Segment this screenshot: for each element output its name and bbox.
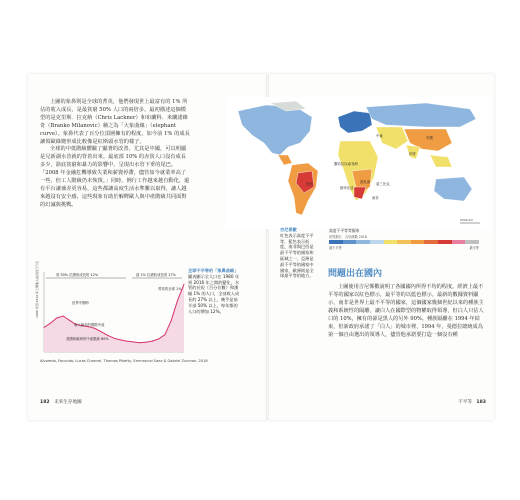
curve-point xyxy=(184,284,185,285)
curve-point xyxy=(145,342,146,343)
left-paragraph-1: 上圖的象鼻則是全球的菁英，他們發現世上最富有的 1% 所佔的收入成長，是最貧窮 50% 人口的兩倍多。最初描述這個模型的是克里斯．拉克納（Chris Lackner）和布蘭科．米蘭諾維奇（Branko Milanovic）稱之為「大象曲線」（elephant curve）。象鼻代表了百分位頂層擁有的程度，如今前 1% 的成長讓領歐綠變形成比較像是紅斯頭水管的樣子。 xyxy=(40,99,190,145)
annotation-china: 世界中國時 xyxy=(72,301,89,305)
label-namibia: 納米比亞 xyxy=(340,186,354,190)
label-sub-saharan: 撒哈拉以南非洲 xyxy=(334,162,358,166)
section-heading: 問題出在國內 xyxy=(328,269,383,279)
label-india: 印度 xyxy=(409,152,416,156)
curve-point xyxy=(158,339,159,340)
chart-caption xyxy=(188,268,240,314)
chart-source: Alvaredo, Facundo, Lucas Chancel, Thomas Piketty, Emmanuel Saez & Gabriel Zucman. 2018 xyxy=(40,359,208,363)
legend-swatch xyxy=(424,240,438,244)
legend-swatch xyxy=(452,240,466,244)
legend-high: 最平等 xyxy=(469,246,479,250)
curve-point xyxy=(94,328,95,329)
legend-swatch xyxy=(411,240,425,244)
folio-left-title: 未來生存地圖 xyxy=(54,400,82,405)
folio-right-title: 不平等 xyxy=(458,400,472,405)
chart-y-label: 1980 年到 2016 年之間收入成長的百分比 xyxy=(35,260,39,318)
curve-point xyxy=(114,338,115,339)
map-caption-text: 紅色表示高度不平等，藍色表示低度，南非與巴西是最不平等的國家和區域之一，亞洲是最不平等的國家中國家，歐洲則是全球最平等的地方。 xyxy=(280,232,314,279)
curve-point xyxy=(56,318,57,319)
left-body-text xyxy=(40,99,190,210)
world-gini-map xyxy=(226,97,492,229)
curve-point xyxy=(177,300,178,301)
map-scale-label: 2000 km xyxy=(460,218,474,222)
map-legend xyxy=(329,228,479,250)
curve-point xyxy=(171,320,172,321)
label-south-africa: 南非 xyxy=(372,196,379,200)
label-middle-east: 中東 xyxy=(376,134,383,138)
chart-caption-text: 圖表顯示全人口在 1980 年到 2016 年之間的變化，水管的長短（百分位數）和漲幅 1% 的人口，全部收入成長的 27% 以上，幾乎是前半部 50% 以上，每年都的人口的增加 12%。 xyxy=(188,273,240,314)
legend-swatch xyxy=(343,240,357,244)
legend-title: 高度不平等等國家 xyxy=(329,228,360,233)
curve-point xyxy=(152,341,153,342)
right-body-text xyxy=(328,283,486,339)
label-brazil: 巴西 xyxy=(306,182,313,186)
folio-right-number: 183 xyxy=(476,400,486,405)
legend-ends xyxy=(329,245,479,250)
legend-swatch xyxy=(465,240,479,244)
label-mozambique: 莫三比克 xyxy=(376,182,390,186)
annotation-global-mid: 收入最多的國際中產 xyxy=(74,323,105,327)
legend-swatch xyxy=(438,240,452,244)
curve-point xyxy=(101,331,102,332)
annotation-bottom-50: 底 50% 位總收成長的 12% xyxy=(56,273,99,277)
legend-swatch xyxy=(370,240,384,244)
curve-point xyxy=(44,327,45,328)
elephant-curve-chart xyxy=(35,260,186,356)
folio-left-number: 182 xyxy=(40,400,50,405)
left-paragraph-2: 全球的中低階級體驗了顯著的改善，尤其是中國，可以明顯是兄新湖水昔就的背着出來。最底部 10% 的赤貧人口沒有成長多少，箭底貧窮和暴力的影響中，呈現出水管下垂的尾巴。「2008 年金融危機導致失業和薪資停滯，儘管如今就業率高了一些，但工人階級仍未恢復。」同時，例行工作越來越自動化，還有平台讓兼差更容易，這些都讓高度生活水準難以取得，讓人越來越沒有安全感，這些現象有助於解釋歐人與中產階級共同面對的幻滅與挑戰。 xyxy=(40,146,190,208)
annotation-us-eu-mid: 美國和歐洲的中產階級 80% xyxy=(66,337,109,341)
legend-subtitle: 世界銀行．吉尼係數 2018 xyxy=(329,235,367,239)
legend-color-scale xyxy=(329,240,479,244)
curve-point xyxy=(133,341,134,342)
legend-swatch xyxy=(397,240,411,244)
map-caption xyxy=(280,227,316,279)
legend-low: 最不平等 xyxy=(329,246,342,250)
curve-point xyxy=(50,323,51,324)
legend-swatch xyxy=(356,240,370,244)
curve-point xyxy=(120,339,121,340)
curve-point xyxy=(69,320,70,321)
curve-point xyxy=(63,316,64,317)
annotation-elite: 菁英的全球 1% xyxy=(158,287,182,291)
curve-point xyxy=(107,335,108,336)
map-caption-title: 吉尼係數 xyxy=(280,227,297,232)
curve-point xyxy=(164,334,165,335)
annotation-top-1: 頂 1% 位總收成長的 27% xyxy=(136,273,176,277)
curve-point xyxy=(139,342,140,343)
label-botswana: 波札那 xyxy=(360,180,371,184)
chart-caption-title: 全球不平等的「象鼻曲線」 xyxy=(188,268,239,273)
label-china: 中國 xyxy=(426,136,433,140)
legend-swatch xyxy=(384,240,398,244)
folio-right xyxy=(458,399,486,405)
curve-point xyxy=(126,341,127,342)
right-paragraph-1: 上圖使用吉尼係數說明了各國國內所得不均的程度。經濟上最不平等的國家以紅色標示，最平等的以藍色標示。最新的數據資料顯示，南非是世界上最不平等的國家，這個國家幾個世紀以來的種族主義和系統性的隔離，讓白人在國際型的物權取得領導，但白人只佔人口的 10%，擁有的卻是黑人的另外 90%。種族隔離在 1994 年結束，但新政府承諾了「白人」的城市裡，1994 年，曼德拉總統成為第一個自由選出的領導人，儘管他承諾要打造一個沒有種 xyxy=(328,284,484,338)
folio-left xyxy=(40,399,82,405)
legend-swatch xyxy=(329,240,343,244)
